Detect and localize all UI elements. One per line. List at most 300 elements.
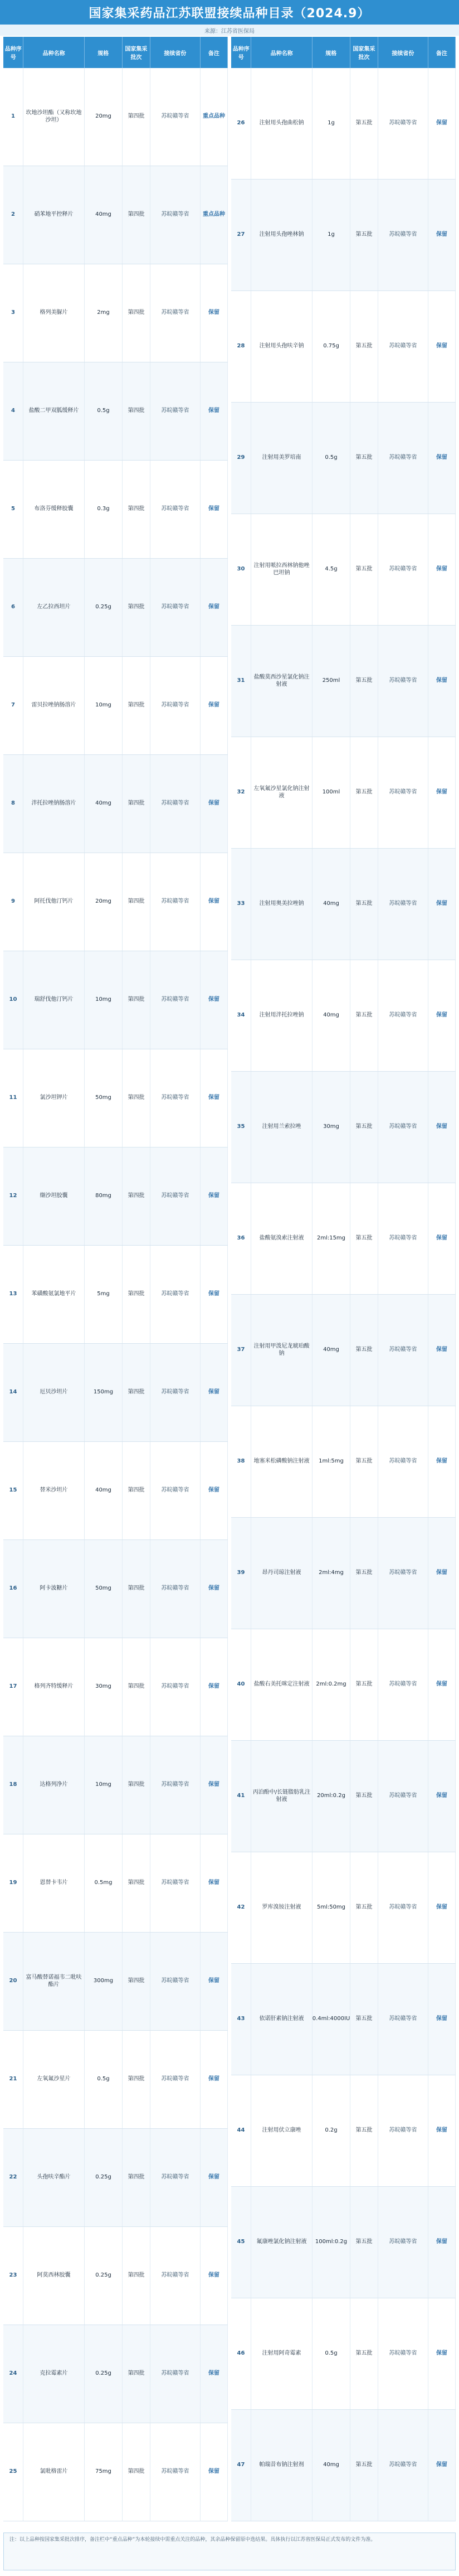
row-name: 丙泊酚中/长链脂肪乳注射液 [251, 1741, 312, 1852]
row-window: 苏皖赣等省 [378, 1964, 428, 2075]
row-window: 苏皖赣等省 [150, 2227, 201, 2325]
row-spec: 1g [312, 180, 350, 290]
row-no: 26 [231, 68, 251, 179]
row-batch: 第五批 [350, 1072, 378, 1183]
row-no: 13 [3, 1246, 23, 1343]
row-batch: 第四批 [123, 1540, 150, 1638]
row-no: 43 [231, 1964, 251, 2075]
row-batch: 第五批 [350, 2075, 378, 2186]
row-note: 保留 [201, 1246, 228, 1343]
row-batch: 第四批 [123, 461, 150, 558]
row-spec: 10mg [85, 657, 123, 754]
row-window: 苏皖赣等省 [378, 737, 428, 848]
table-columns [3, 37, 456, 2521]
row-no: 6 [3, 559, 23, 656]
row-batch: 第五批 [350, 737, 378, 848]
row-batch: 第五批 [350, 1183, 378, 1294]
row-window: 苏皖赣等省 [378, 2410, 428, 2521]
row-spec: 40mg [312, 2410, 350, 2521]
row-batch: 第四批 [123, 68, 150, 166]
header-window: 接续省份 [378, 37, 428, 68]
row-batch: 第五批 [350, 2298, 378, 2409]
row-window: 苏皖赣等省 [150, 1834, 201, 1932]
table-row [231, 1852, 456, 1964]
row-note: 保留 [428, 2187, 456, 2298]
row-window: 苏皖赣等省 [150, 2325, 201, 2423]
row-spec: 30mg [85, 1638, 123, 1736]
row-name: 达格列净片 [23, 1736, 85, 1834]
right-table [231, 37, 456, 2521]
row-spec: 0.25g [85, 2227, 123, 2325]
row-spec: 5mg [85, 1246, 123, 1343]
row-spec: 0.5g [85, 362, 123, 460]
row-batch: 第四批 [123, 2325, 150, 2423]
row-note: 保留 [428, 180, 456, 290]
row-spec: 10mg [85, 951, 123, 1049]
row-note: 保留 [201, 559, 228, 656]
row-no: 39 [231, 1518, 251, 1629]
row-spec: 2mg [85, 264, 123, 362]
row-window: 苏皖赣等省 [150, 68, 201, 166]
row-batch: 第四批 [123, 362, 150, 460]
row-note: 保留 [201, 1736, 228, 1834]
row-spec: 0.25g [85, 2129, 123, 2226]
row-note: 保留 [201, 1540, 228, 1638]
row-window: 苏皖赣等省 [150, 2031, 201, 2128]
table-row [3, 362, 228, 461]
row-no: 5 [3, 461, 23, 558]
table-row [3, 853, 228, 951]
table-row [3, 657, 228, 755]
row-spec: 40mg [312, 1295, 350, 1406]
row-window: 苏皖赣等省 [378, 1406, 428, 1517]
row-note: 保留 [201, 1638, 228, 1736]
row-name: 格列齐特缓释片 [23, 1638, 85, 1736]
row-spec: 100ml:0.2g [312, 2187, 350, 2298]
row-no: 42 [231, 1852, 251, 1963]
table-row [3, 68, 228, 166]
table-row [3, 2227, 228, 2325]
row-spec: 20mg [85, 68, 123, 166]
row-window: 苏皖赣等省 [150, 2423, 201, 2521]
row-note: 保留 [201, 1834, 228, 1932]
row-name: 氯吡格雷片 [23, 2423, 85, 2521]
table-row [231, 1406, 456, 1518]
row-no: 37 [231, 1295, 251, 1406]
row-window: 苏皖赣等省 [150, 853, 201, 951]
row-spec: 4.5g [312, 514, 350, 625]
row-note: 保留 [428, 1183, 456, 1294]
row-window: 苏皖赣等省 [378, 68, 428, 179]
header-name: 品种名称 [23, 37, 84, 68]
table-row [3, 1442, 228, 1540]
row-name: 阿卡波糖片 [23, 1540, 85, 1638]
table-row [3, 559, 228, 657]
row-note: 保留 [201, 951, 228, 1049]
table-row [231, 1072, 456, 1183]
row-note: 保留 [428, 1072, 456, 1183]
row-window: 苏皖赣等省 [378, 291, 428, 402]
table-row [3, 2031, 228, 2129]
row-batch: 第四批 [123, 755, 150, 853]
row-batch: 第五批 [350, 514, 378, 625]
row-no: 46 [231, 2298, 251, 2409]
row-note: 保留 [201, 264, 228, 362]
row-no: 32 [231, 737, 251, 848]
row-name: 厄贝沙坦片 [23, 1344, 85, 1441]
row-batch: 第五批 [350, 1406, 378, 1517]
row-window: 苏皖赣等省 [378, 1183, 428, 1294]
row-name: 注射用美罗培南 [251, 403, 312, 514]
table-row [3, 1736, 228, 1834]
row-note: 保留 [201, 1049, 228, 1147]
row-no: 8 [3, 755, 23, 853]
row-note: 保留 [428, 2075, 456, 2186]
row-no: 24 [3, 2325, 23, 2423]
row-spec: 0.25g [85, 559, 123, 656]
row-name: 盐酸右美托咪定注射液 [251, 1629, 312, 1740]
row-spec: 1ml:5mg [312, 1406, 350, 1517]
row-no: 23 [3, 2227, 23, 2325]
table-row [3, 264, 228, 362]
row-batch: 第四批 [123, 1638, 150, 1736]
row-spec: 5ml:50mg [312, 1852, 350, 1963]
row-window: 苏皖赣等省 [378, 960, 428, 1071]
row-no: 19 [3, 1834, 23, 1932]
row-no: 14 [3, 1344, 23, 1441]
row-name: 注射用头孢曲松钠 [251, 68, 312, 179]
row-name: 注射用阿奇霉素 [251, 2298, 312, 2409]
table-row [3, 1834, 228, 1933]
table-row [3, 1049, 228, 1147]
row-batch: 第四批 [123, 2129, 150, 2226]
row-spec: 0.5g [312, 2298, 350, 2409]
row-batch: 第五批 [350, 1295, 378, 1406]
row-no: 2 [3, 166, 23, 264]
row-spec: 40mg [85, 755, 123, 853]
row-window: 苏皖赣等省 [378, 1741, 428, 1852]
row-spec: 2ml:4mg [312, 1518, 350, 1629]
row-batch: 第四批 [123, 1933, 150, 2030]
row-spec: 50mg [85, 1049, 123, 1147]
row-batch: 第四批 [123, 951, 150, 1049]
row-window: 苏皖赣等省 [150, 657, 201, 754]
row-note: 保留 [201, 2325, 228, 2423]
row-spec: 0.5mg [85, 1834, 123, 1932]
row-window: 苏皖赣等省 [378, 180, 428, 290]
row-note: 保留 [201, 755, 228, 853]
row-batch: 第四批 [123, 2031, 150, 2128]
row-note: 保留 [428, 2298, 456, 2409]
page-title: 国家集采药品江苏联盟接续品种目录（2024.9） [0, 0, 459, 25]
row-no: 47 [231, 2410, 251, 2521]
row-window: 苏皖赣等省 [378, 514, 428, 625]
row-no: 31 [231, 626, 251, 737]
row-batch: 第五批 [350, 1629, 378, 1740]
row-name: 注射用伏立康唑 [251, 2075, 312, 2186]
row-spec: 40mg [312, 960, 350, 1071]
row-no: 25 [3, 2423, 23, 2521]
left-table-body [3, 68, 228, 2521]
row-note: 保留 [201, 1442, 228, 1539]
row-note: 保留 [201, 362, 228, 460]
row-batch: 第五批 [350, 626, 378, 737]
row-note: 保留 [201, 2129, 228, 2226]
row-no: 35 [231, 1072, 251, 1183]
row-window: 苏皖赣等省 [378, 1518, 428, 1629]
table-row [231, 1964, 456, 2075]
table-row [231, 1741, 456, 1852]
row-batch: 第五批 [350, 849, 378, 960]
row-spec: 20ml:0.2g [312, 1741, 350, 1852]
row-note: 保留 [428, 1964, 456, 2075]
table-row [3, 755, 228, 853]
row-name: 富马酸替诺福韦二吡呋酯片 [23, 1933, 85, 2030]
row-window: 苏皖赣等省 [150, 1540, 201, 1638]
row-batch: 第四批 [123, 559, 150, 656]
row-no: 10 [3, 951, 23, 1049]
header-spec: 规格 [312, 37, 350, 68]
row-spec: 100ml [312, 737, 350, 848]
table-row [231, 291, 456, 403]
table-row [231, 1518, 456, 1629]
row-name: 盐酸莫西沙星氯化钠注射液 [251, 626, 312, 737]
row-window: 苏皖赣等省 [150, 166, 201, 264]
row-name: 头孢呋辛酯片 [23, 2129, 85, 2226]
row-window: 苏皖赣等省 [378, 626, 428, 737]
row-window: 苏皖赣等省 [378, 1852, 428, 1963]
row-batch: 第四批 [123, 1147, 150, 1245]
row-name: 注射用兰索拉唑 [251, 1072, 312, 1183]
row-spec: 1g [312, 68, 350, 179]
row-batch: 第五批 [350, 291, 378, 402]
header-note: 备注 [428, 37, 456, 68]
row-batch: 第五批 [350, 960, 378, 1071]
row-window: 苏皖赣等省 [378, 1629, 428, 1740]
row-spec: 50mg [85, 1540, 123, 1638]
table-row [231, 1183, 456, 1295]
row-no: 44 [231, 2075, 251, 2186]
row-no: 20 [3, 1933, 23, 2030]
row-name: 泮托拉唑钠肠溶片 [23, 755, 85, 853]
row-note: 保留 [201, 461, 228, 558]
row-name: 注射用头孢呋辛钠 [251, 291, 312, 402]
right-table-header [231, 37, 456, 68]
row-note: 保留 [428, 514, 456, 625]
row-name: 罗库溴铵注射液 [251, 1852, 312, 1963]
row-name: 注射用奥美拉唑钠 [251, 849, 312, 960]
row-window: 苏皖赣等省 [378, 403, 428, 514]
row-batch: 第四批 [123, 2227, 150, 2325]
row-name: 氯沙坦钾片 [23, 1049, 85, 1147]
row-spec: 300mg [85, 1933, 123, 2030]
row-batch: 第四批 [123, 853, 150, 951]
row-note: 保留 [428, 1629, 456, 1740]
row-name: 阿莫西林胶囊 [23, 2227, 85, 2325]
row-no: 30 [231, 514, 251, 625]
table-row [3, 2325, 228, 2423]
row-window: 苏皖赣等省 [150, 461, 201, 558]
row-spec: 0.25g [85, 2325, 123, 2423]
header-spec: 规格 [85, 37, 123, 68]
row-no: 27 [231, 180, 251, 290]
row-no: 4 [3, 362, 23, 460]
row-batch: 第五批 [350, 1964, 378, 2075]
header-batch: 国家集采批次 [123, 37, 150, 68]
row-spec: 0.5g [312, 403, 350, 514]
row-window: 苏皖赣等省 [150, 1344, 201, 1441]
row-name: 替米沙坦片 [23, 1442, 85, 1539]
row-batch: 第四批 [123, 1834, 150, 1932]
row-window: 苏皖赣等省 [378, 1072, 428, 1183]
row-window: 苏皖赣等省 [378, 2075, 428, 2186]
left-table-header [3, 37, 228, 68]
row-no: 18 [3, 1736, 23, 1834]
row-note: 保留 [428, 1406, 456, 1517]
table-row [3, 1147, 228, 1246]
table-row [3, 1246, 228, 1344]
table-row [3, 1638, 228, 1736]
row-note: 保留 [428, 2410, 456, 2521]
table-row [231, 68, 456, 180]
row-name: 地塞米松磷酸钠注射液 [251, 1406, 312, 1517]
row-no: 34 [231, 960, 251, 1071]
row-name: 坎地沙坦酯（又称坎地沙坦） [23, 68, 85, 166]
row-note: 保留 [428, 737, 456, 848]
row-name: 注射用哌拉西林钠他唑巴坦钠 [251, 514, 312, 625]
row-spec: 0.4ml:4000IU [312, 1964, 350, 2075]
row-name: 注射用甲泼尼龙琥珀酸钠 [251, 1295, 312, 1406]
row-spec: 40mg [85, 166, 123, 264]
row-batch: 第四批 [123, 2423, 150, 2521]
row-no: 38 [231, 1406, 251, 1517]
header-no: 品种序号 [3, 37, 23, 68]
row-no: 36 [231, 1183, 251, 1294]
row-note: 保留 [201, 1344, 228, 1441]
table-row [231, 626, 456, 737]
row-window: 苏皖赣等省 [378, 849, 428, 960]
page-source: 来源：江苏省医保局 [0, 25, 459, 36]
row-spec: 80mg [85, 1147, 123, 1245]
row-batch: 第四批 [123, 1246, 150, 1343]
row-no: 33 [231, 849, 251, 960]
row-spec: 40mg [312, 849, 350, 960]
row-window: 苏皖赣等省 [150, 1246, 201, 1343]
row-no: 7 [3, 657, 23, 754]
header-name: 品种名称 [251, 37, 312, 68]
row-name: 格列美脲片 [23, 264, 85, 362]
row-spec: 0.5g [85, 2031, 123, 2128]
row-batch: 第五批 [350, 403, 378, 514]
row-note: 重点品种 [201, 68, 228, 166]
row-note: 保留 [428, 849, 456, 960]
table-row [231, 2075, 456, 2187]
table-row [3, 1933, 228, 2031]
row-batch: 第四批 [123, 1049, 150, 1147]
row-window: 苏皖赣等省 [150, 1147, 201, 1245]
row-spec: 20mg [85, 853, 123, 951]
row-name: 阿托伐他汀钙片 [23, 853, 85, 951]
row-note: 保留 [201, 1147, 228, 1245]
row-name: 克拉霉素片 [23, 2325, 85, 2423]
row-batch: 第四批 [123, 1344, 150, 1441]
row-name: 盐酸氨溴索注射液 [251, 1183, 312, 1294]
footnote: 注：以上品种按国家集采批次排序，备注栏中“重点品种”为本轮接续中需重点关注的品种，其余品种保留原中选结果。具体执行以江苏省医保局正式发布的文件为准。 [3, 2533, 456, 2570]
row-batch: 第四批 [123, 657, 150, 754]
row-window: 苏皖赣等省 [150, 1442, 201, 1539]
row-window: 苏皖赣等省 [150, 264, 201, 362]
row-note: 保留 [201, 657, 228, 754]
row-name: 缬沙坦胶囊 [23, 1147, 85, 1245]
row-spec: 250ml [312, 626, 350, 737]
right-table-body [231, 68, 456, 2521]
table-row [231, 2410, 456, 2521]
row-batch: 第四批 [123, 264, 150, 362]
table-row [231, 2298, 456, 2410]
row-note: 重点品种 [201, 166, 228, 264]
row-window: 苏皖赣等省 [150, 1933, 201, 2030]
table-row [3, 461, 228, 559]
header-batch: 国家集采批次 [350, 37, 378, 68]
row-no: 17 [3, 1638, 23, 1736]
row-window: 苏皖赣等省 [150, 1049, 201, 1147]
row-note: 保留 [428, 291, 456, 402]
row-window: 苏皖赣等省 [150, 559, 201, 656]
row-no: 9 [3, 853, 23, 951]
row-no: 29 [231, 403, 251, 514]
row-window: 苏皖赣等省 [378, 1295, 428, 1406]
row-no: 45 [231, 2187, 251, 2298]
row-note: 保留 [201, 853, 228, 951]
row-name: 雷贝拉唑钠肠溶片 [23, 657, 85, 754]
row-window: 苏皖赣等省 [150, 1638, 201, 1736]
row-note: 保留 [428, 1295, 456, 1406]
header-no: 品种序号 [231, 37, 251, 68]
table-row [231, 849, 456, 960]
row-name: 左氧氟沙星片 [23, 2031, 85, 2128]
row-spec: 75mg [85, 2423, 123, 2521]
row-window: 苏皖赣等省 [150, 951, 201, 1049]
row-note: 保留 [201, 2227, 228, 2325]
row-spec: 2ml:15mg [312, 1183, 350, 1294]
row-note: 保留 [428, 960, 456, 1071]
row-spec: 0.2g [312, 2075, 350, 2186]
row-note: 保留 [428, 403, 456, 514]
table-row [231, 960, 456, 1072]
row-spec: 150mg [85, 1344, 123, 1441]
table-row [3, 166, 228, 264]
row-name: 瑞舒伐他汀钙片 [23, 951, 85, 1049]
row-no: 12 [3, 1147, 23, 1245]
row-batch: 第四批 [123, 1736, 150, 1834]
row-name: 氟康唑氯化钠注射液 [251, 2187, 312, 2298]
table-row [231, 403, 456, 514]
row-spec: 10mg [85, 1736, 123, 1834]
row-note: 保留 [428, 1518, 456, 1629]
row-no: 16 [3, 1540, 23, 1638]
table-row [3, 951, 228, 1049]
table-row [231, 2187, 456, 2298]
table-row [3, 2423, 228, 2521]
row-spec: 30mg [312, 1072, 350, 1183]
row-name: 昂丹司琼注射液 [251, 1518, 312, 1629]
table-row [3, 1344, 228, 1442]
table-row [231, 1629, 456, 1741]
row-name: 盐酸二甲双胍缓释片 [23, 362, 85, 460]
table-row [231, 180, 456, 291]
row-name: 左氧氟沙星氯化钠注射液 [251, 737, 312, 848]
row-no: 1 [3, 68, 23, 166]
